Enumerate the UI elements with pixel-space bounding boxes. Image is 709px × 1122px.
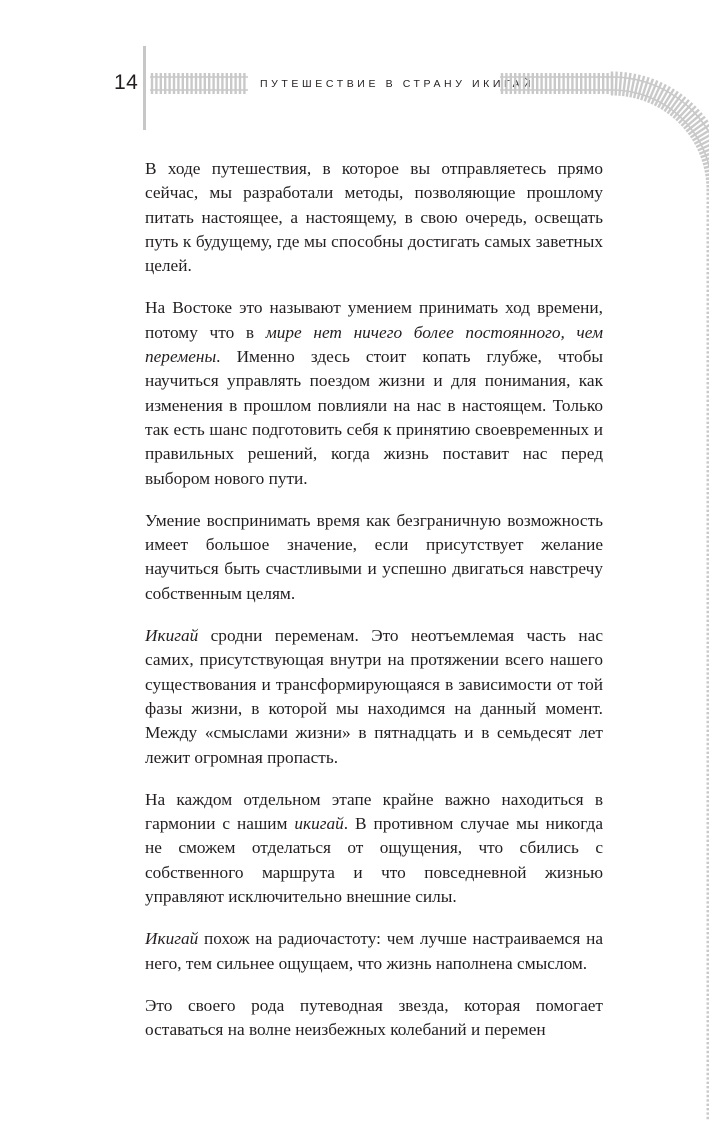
text-run: Это своего рода путеводная звезда, которая помогает оставаться на волне неизбежных колебаний и перемен [145,995,603,1040]
text-run: В ходе путешествия, в которое вы отправляетесь прямо сейчас, мы разработали методы, позволяющие прошлому питать настоящее, а настоящему, в свою очередь, освещать путь к будущему, где мы способны достигать самых заветных целей. [145,159,603,276]
emphasis-text: Икигай [145,626,199,646]
paragraph [145,157,603,278]
text-run: сродни переменам. Это неотъемлемая часть нас самих, присутствующая внутри на протяжении всего нашего существования и трансформирующаяся в зависимости от той фазы жизни, в которой мы находимся на данный момент. Между «смыслами жизни» в пятнадцать и в семьдесят лет лежит огромная пропасть. [145,626,603,767]
running-title: ПУТЕШЕСТВИЕ В СТРАНУ ИКИГАЙ [260,78,535,90]
text-run: похож на радиочастоту: чем лучше настраиваемся на него, тем сильнее ощущаем, что жизнь наполнена смыслом. [145,929,603,973]
emphasis-text: икигай [294,814,344,834]
text-run: На Востоке это называют умением принимать ход времени, потому что в [145,298,603,342]
paragraph [145,624,603,770]
text-run: . Именно здесь стоит копать глубже, чтобы научиться управлять поездом жизни и для понимания, как изменения в прошлом повлияли на нас в настоящем. Только так есть шанс подготовить себя к принятию своевременных и правильных решений, когда жизнь поставит нас перед выбором нового пути. [145,347,603,488]
text-run: На каждом отдельном этапе крайне важно находиться в гармонии с нашим [145,789,603,834]
body-text [145,157,603,1061]
emphasis-text: мире нет ничего более постоянного, чем перемены [145,322,603,367]
page-number: 14 [114,71,139,94]
text-run: Умение воспринимать время как безграничную возможность имеет большое значение, если присутствует желание научиться быть счастливыми и успешно двигаться навстречу собственным целям. [145,510,603,603]
text-run: . В противном случае мы никогда не сможем отделаться от ощущения, что сбились с собственного маршрута и что повседневной жизнью управляют исключительно внешние силы. [145,814,603,907]
emphasis-text: Икигай [145,929,199,949]
paragraph [145,296,603,490]
paragraph [145,927,603,976]
paragraph [145,788,603,909]
paragraph [145,509,603,606]
paragraph [145,994,603,1043]
